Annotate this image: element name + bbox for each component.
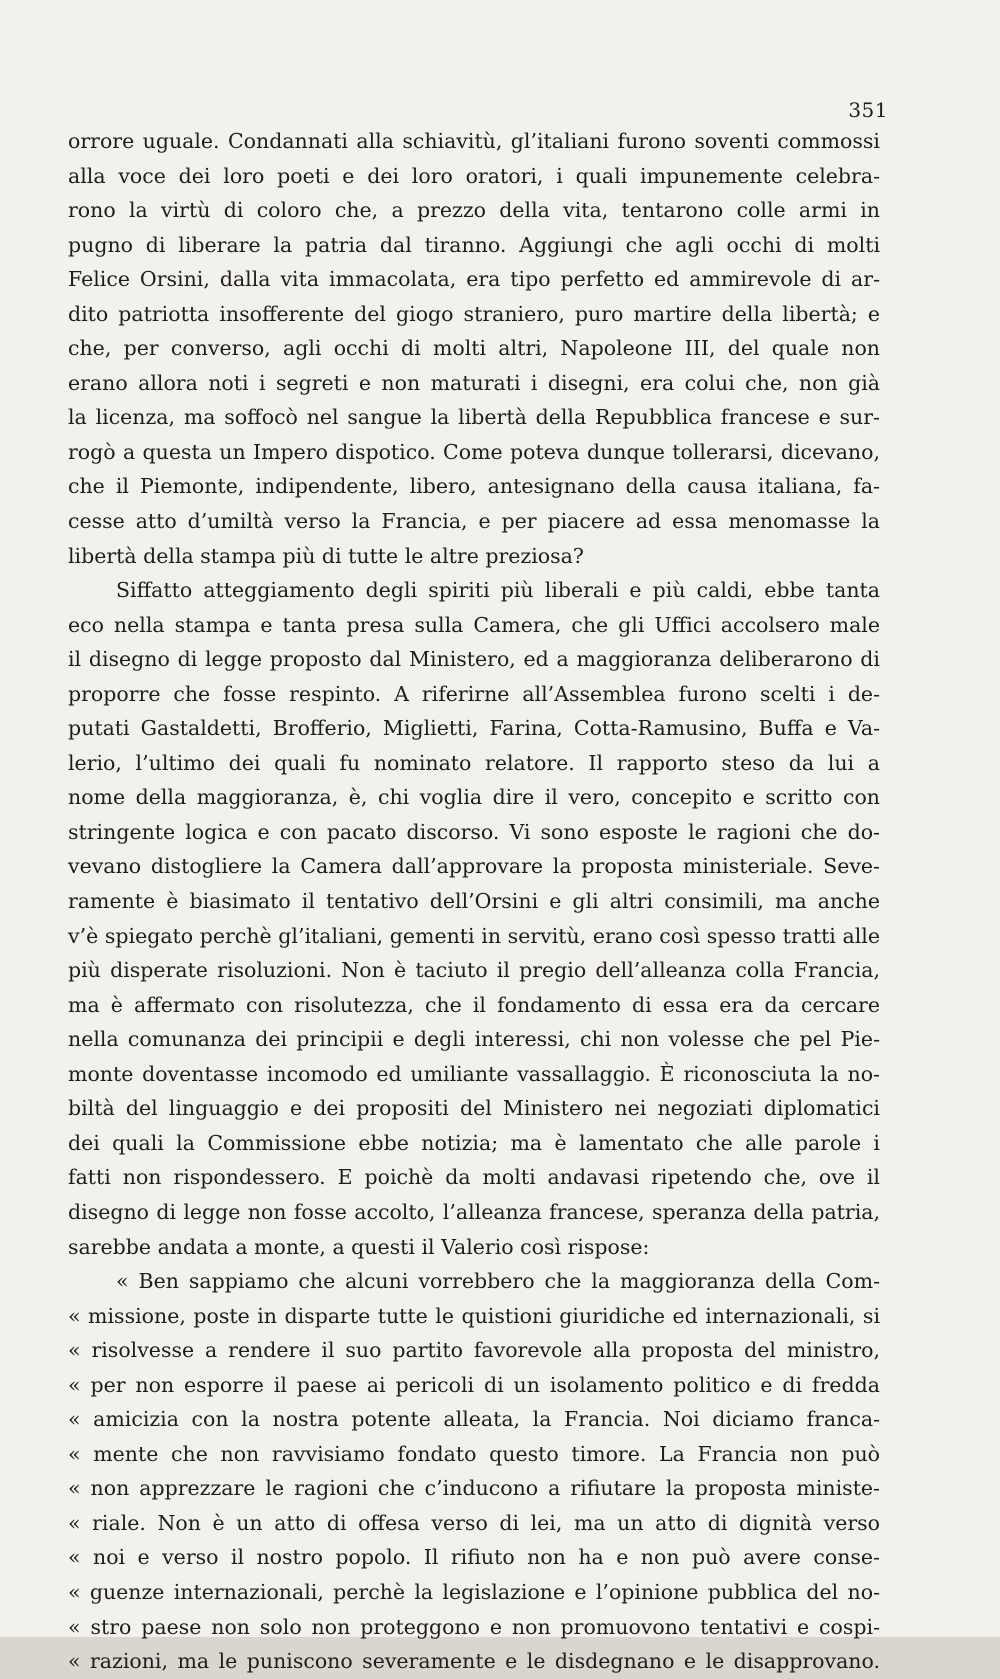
text-line: « missione, poste in disparte tutte le quistioni giuridiche ed internazionali, si (68, 1303, 880, 1328)
text-line: « non apprezzare le ragioni che c’inducono a rifiutare la proposta ministe- (68, 1476, 880, 1501)
text-line: rono la virtù di coloro che, a prezzo della vita, tentarono colle armi in (68, 198, 880, 223)
text-line: « per non esporre il paese ai pericoli di un isolamento politico e di fredda (68, 1372, 880, 1397)
text-line: nella comunanza dei principii e degli interessi, chi non volesse che pel Pie- (68, 1027, 880, 1052)
text-line: « riale. Non è un atto di offesa verso di lei, ma un atto di dignità verso (68, 1510, 880, 1535)
text-line: il disegno di legge proposto dal Ministero, ed a maggioranza deliberarono di (68, 647, 880, 672)
text-line: lerio, l’ultimo dei quali fu nominato relatore. Il rapporto steso da lui a (68, 750, 880, 775)
text-line: « amicizia con la nostra potente alleata, la Francia. Noi diciamo franca- (68, 1407, 880, 1432)
text-line: pugno di liberare la patria dal tiranno. Aggiungi che agli occhi di molti (68, 232, 880, 257)
text-line: più disperate risoluzioni. Non è taciuto il pregio dell’alleanza colla Francia, (68, 958, 880, 983)
text-line: dei quali la Commissione ebbe notizia; ma è lamentato che alle parole i (68, 1130, 880, 1155)
text-line: Felice Orsini, dalla vita immacolata, era tipo perfetto ed ammirevole di ar- (68, 267, 880, 292)
text-line: nome della maggioranza, è, chi voglia dire il vero, concepito e scritto con (68, 785, 880, 810)
text-line: eco nella stampa e tanta presa sulla Camera, che gli Uffici accolsero male (68, 612, 880, 637)
text-line: sarebbe andata a monte, a questi il Valerio così rispose: (68, 1234, 650, 1259)
text-line: la licenza, ma soffocò nel sangue la libertà della Repubblica francese e sur- (68, 405, 880, 430)
body-text (68, 124, 880, 1679)
text-line: « razioni, ma le puniscono severamente e le disdegnano e le disapprovano. (68, 1649, 880, 1674)
text-line: orrore uguale. Condannati alla schiavitù, gl’italiani furono soventi commossi (68, 129, 880, 153)
text-line: libertà della stampa più di tutte le altre preziosa? (68, 543, 584, 568)
text-line: putati Gastaldetti, Brofferio, Miglietti, Farina, Cotta-Ramusino, Buffa e Va- (68, 716, 880, 741)
text-line: dito patriotta insofferente del giogo straniero, puro martire della libertà; e (68, 301, 880, 326)
text-line: vevano distogliere la Camera dall’approvare la proposta ministeriale. Seve- (68, 854, 880, 879)
page-number: 351 (848, 98, 888, 122)
text-line: erano allora noti i segreti e non maturati i disegni, era colui che, non già (68, 370, 880, 395)
text-line: cesse atto d’umiltà verso la Francia, e per piacere ad essa menomasse la (68, 509, 880, 534)
text-line: « mente che non ravvisiamo fondato questo timore. La Francia non può (68, 1441, 880, 1466)
text-line: alla voce dei loro poeti e dei loro oratori, i quali impunemente celebra- (68, 163, 880, 188)
text-line: che, per converso, agli occhi di molti altri, Napoleone III, del quale non (68, 336, 880, 361)
text-line: « guenze internazionali, perchè la legislazione e l’opinione pubblica del no- (68, 1579, 880, 1604)
text-line: stringente logica e con pacato discorso. Vi sono esposte le ragioni che do- (68, 819, 880, 844)
text-line: « stro paese non solo non proteggono e non promuovono tentativi e cospi- (68, 1614, 880, 1639)
text-line: proporre che fosse respinto. A riferirne all’Assemblea furono scelti i de- (68, 681, 880, 706)
text-line: monte doventasse incomodo ed umiliante vassallaggio. È riconosciuta la no- (68, 1061, 880, 1086)
text-line: Siffatto atteggiamento degli spiriti più liberali e più caldi, ebbe tanta (116, 578, 880, 603)
text-line: rogò a questa un Impero dispotico. Come poteva dunque tollerarsi, dicevano, (68, 439, 880, 464)
text-line: biltà del linguaggio e dei propositi del Ministero nei negoziati diplomatici (68, 1096, 880, 1121)
text-line: che il Piemonte, indipendente, libero, antesignano della causa italiana, fa- (68, 474, 880, 499)
text-line: ramente è biasimato il tentativo dell’Orsini e gli altri consimili, ma anche (68, 889, 880, 914)
text-line: « risolvesse a rendere il suo partito favorevole alla proposta del ministro, (68, 1338, 880, 1363)
text-line: fatti non rispondessero. E poichè da molti andavasi ripetendo che, ove il (68, 1165, 880, 1190)
text-line: « Ben sappiamo che alcuni vorrebbero che la maggioranza della Com- (116, 1269, 880, 1294)
text-line: « noi e verso il nostro popolo. Il rifiuto non ha e non può avere conse- (68, 1545, 880, 1570)
text-line: ma è affermato con risolutezza, che il fondamento di essa era da cercare (68, 992, 880, 1017)
text-line: v’è spiegato perchè gl’italiani, gementi in servitù, erano così spesso tratti alle (68, 923, 880, 948)
text-line: disegno di legge non fosse accolto, l’alleanza francese, speranza della patria, (68, 1199, 880, 1224)
